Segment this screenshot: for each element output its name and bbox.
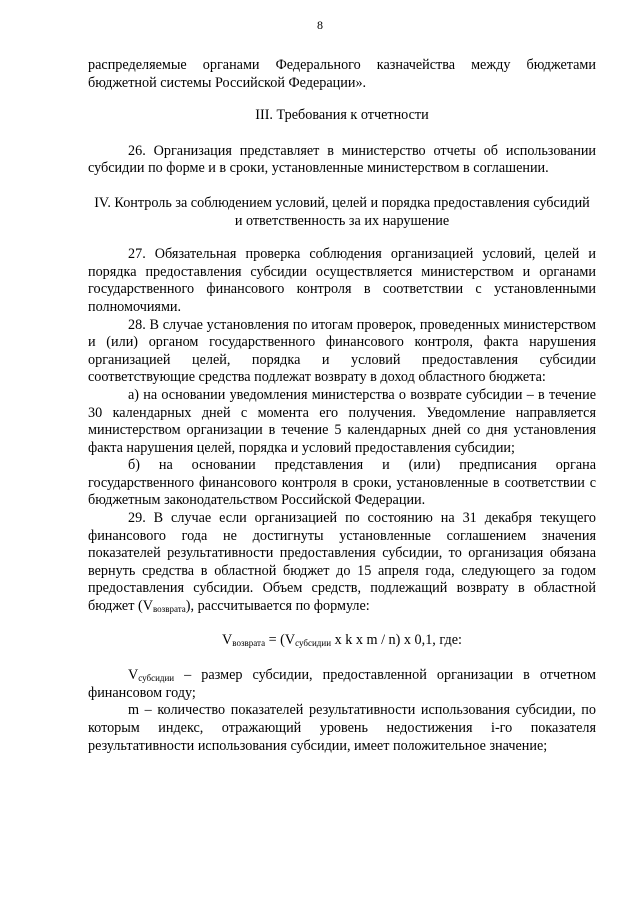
formula-v-subscript: возврата: [232, 637, 266, 648]
paragraph-28-b: б) на основании представления и (или) предписания органа государственного финансового контроля в сроки, установленные в соответствии с бюджетным законодательством Российской Федерации.: [88, 457, 596, 509]
intro-paragraph: распределяемые органами Федерального казначейства между бюджетами бюджетной системы Российской Федерации».: [88, 57, 596, 91]
paragraph-29-tail: ), рассчитывается по формуле:: [185, 598, 370, 615]
definition-v-symbol: V: [128, 667, 139, 684]
return-formula: [88, 632, 596, 650]
paragraph-26: 26. Организация представляет в министерство отчеты об использовании субсидии по форме и в сроки, установленные министерством в соглашении.: [88, 142, 596, 177]
definition-v-subsidy: [88, 667, 596, 702]
formula-rest: x k x m / n) x 0,1, где:: [331, 631, 462, 648]
document-body: [88, 57, 596, 755]
paragraph-29: [88, 510, 596, 616]
paragraph-29-subscript: возврата: [152, 604, 186, 615]
paragraph-29-text: 29. В случае если организацией по состоянию на 31 декабря текущего финансового года не достигнуты установленные соглашением значения показателей результативности предоставления субсидии, то организация обязана вернуть средства в областной бюджет до 15 апреля года, следующего за годом предоставления субсидии. Объем средств, подлежащий возврату в областной бюджет (V: [88, 510, 596, 615]
paragraph-28-a: а) на основании уведомления министерства о возврате субсидии – в течение 30 календарных дней с момента его получения. Уведомление направляется министерством организации в течение 5 календарных дней со дня установления факта нарушения целей, порядка и условий предоставления субсидии;: [88, 386, 596, 456]
definition-v-subscript: субсидии: [138, 673, 175, 684]
formula-subsidy-subscript: субсидии: [295, 637, 332, 648]
paragraph-27: 27. Обязательная проверка соблюдения организацией условий, целей и порядка предоставления субсидии осуществляется министерством и органами государственного финансового контроля в соответствии с установленными полномочиями.: [88, 246, 596, 315]
section-3-heading: III. Требования к отчетности: [255, 107, 429, 124]
section-4-heading: IV. Контроль за соблюдением условий, целей и порядка предоставления субсидий и ответственность за их нарушение: [94, 194, 590, 229]
formula-v: V: [222, 631, 233, 648]
definition-m: m – количество показателей результативности использования субсидии, по которым индекс, отражающий уровень недостижения i-го показателя результативности использования субсидии, имеет положительное значение;: [88, 702, 596, 754]
formula-eq-open: = (V: [265, 631, 296, 648]
paragraph-28: 28. В случае установления по итогам проверок, проведенных министерством и (или) органом государственного финансового контроля, факта нарушения организацией целей, порядка и условий предоставления субсидии соответствующие средства подлежат возврату в доход областного бюджета:: [88, 316, 596, 386]
definition-v-text: – размер субсидии, предоставленной организации в отчетном финансовом году;: [88, 667, 596, 701]
page-number: 8: [317, 18, 323, 32]
